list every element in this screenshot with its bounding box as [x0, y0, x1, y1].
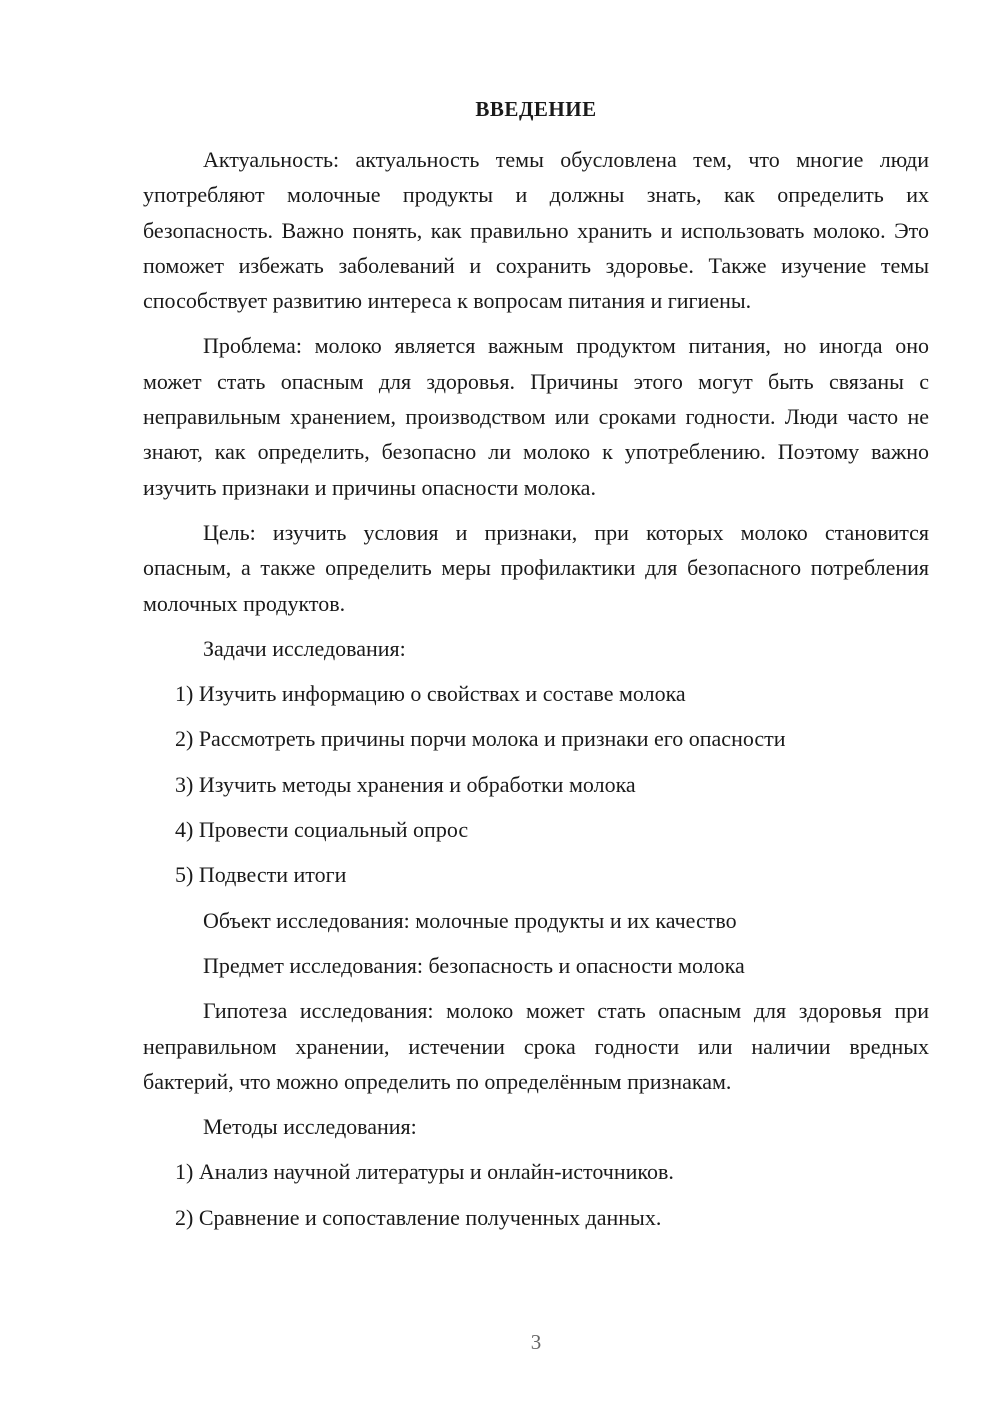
- tasks-heading: Задачи исследования:: [203, 635, 406, 661]
- goal-paragraph: Цель: изучить условия и признаки, при которых молоко становится опасным, а также определить меры профилактики для безопасного потребления молочных продуктов.: [143, 519, 929, 616]
- subject-paragraph: Предмет исследования: безопасность и опасности молока: [203, 952, 745, 978]
- document-page: [143, 0, 929, 1414]
- hypothesis-paragraph: Гипотеза исследования: молоко может стать опасным для здоровья при неправильном хранении, истечении срока годности или наличии вредных бактерий, что можно определить по определённым признакам.: [143, 998, 929, 1094]
- method-item: 1) Анализ научной литературы и онлайн-источников.: [175, 1159, 674, 1185]
- task-item: 4) Провести социальный опрос: [175, 817, 469, 843]
- page-number: 3: [530, 1330, 542, 1354]
- task-item: 2) Рассмотреть причины порчи молока и признаки его опасности: [175, 726, 786, 752]
- task-item: 1) Изучить информацию о свойствах и составе молока: [175, 681, 686, 707]
- object-paragraph: Объект исследования: молочные продукты и их качество: [203, 907, 737, 933]
- relevance-paragraph: Актуальность: актуальность темы обусловлена тем, что многие люди употребляют молочные продукты и должны знать, как определить их безопасность. Важно понять, как правильно хранить и использовать молоко. Это поможет избежать заболеваний и сохранить здоровье. Также изучение темы способствует развитию интереса к вопросам питания и гигиены.: [143, 147, 929, 314]
- section-title: ВВЕДЕНИЕ: [475, 97, 597, 121]
- document-body: [143, 142, 929, 1235]
- method-item: 2) Сравнение и сопоставление полученных данных.: [175, 1204, 662, 1230]
- methods-heading: Методы исследования:: [203, 1114, 417, 1140]
- problem-paragraph: Проблема: молоко является важным продуктом питания, но иногда оно может стать опасным для здоровья. Причины этого могут быть связаны с неправильным хранением, производством или сроками годности. Люди часто не знают, как определить, безопасно ли молоко к употреблению. Поэтому важно изучить признаки и причины опасности молока.: [143, 333, 929, 500]
- task-item: 3) Изучить методы хранения и обработки молока: [175, 771, 636, 797]
- task-item: 5) Подвести итоги: [175, 862, 347, 888]
